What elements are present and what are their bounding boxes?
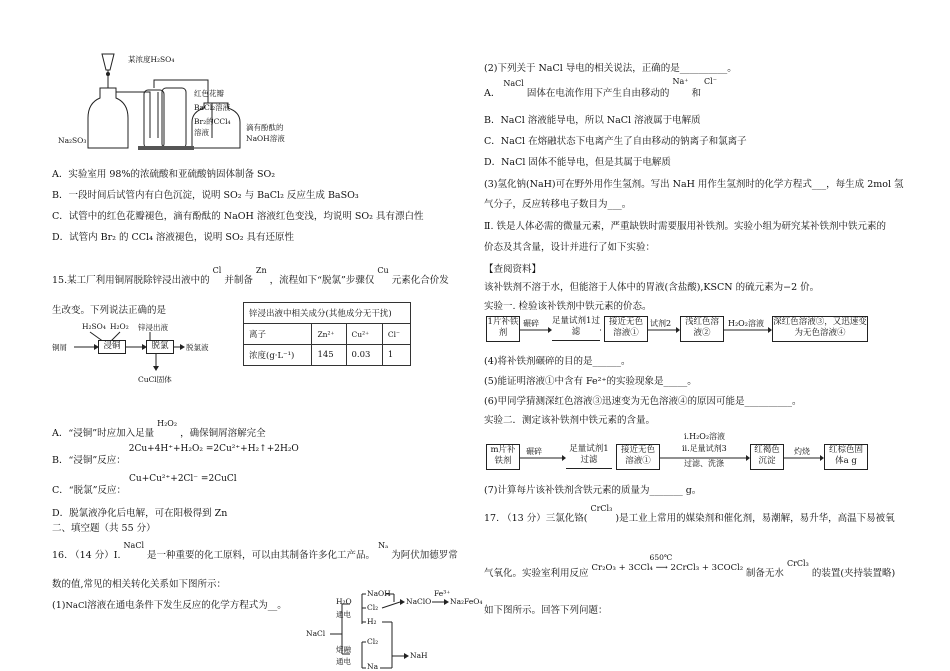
q4: (4)将补铁剂碾碎的目的是______。 (484, 356, 631, 367)
exp1-arrows (486, 316, 866, 342)
q15-cu: Cu (377, 266, 389, 275)
exp2-box3: 接近无色溶液① (616, 444, 660, 470)
diagram-naoh: NaOH (367, 589, 391, 598)
q15-option-b: B．“浸铜”反应： $^{2Cu+4H^++H_2O_2 =2Cu^{2+}+H_2↑+2H_2O}$ (52, 444, 299, 467)
table-row-label: 浓度(g·L⁻¹) (244, 345, 312, 366)
q15-zn: Zn (255, 266, 267, 275)
q2-option-a: A． $^{NaCl}$ 固体在电流作用下产生自由移动的 $^{Na^+}$ 和 $^{Cl^-}$ (484, 77, 717, 100)
flow-zn-liquid: 锌浸出液 (138, 323, 168, 332)
q16-line2: 数的值,常见的相关转化关系如下图所示： (52, 579, 227, 590)
exp2-arrow1-label: 碾碎 (526, 447, 542, 456)
flow-h2so4: H₂SO₄ (82, 322, 106, 331)
q3-line1: (3)氢化钠(NaH)可在野外用作生氢剂。写出 NaH 用作生氢剂时的化学方程式___，每生成 2mol 氢 (484, 179, 904, 190)
flow-h2o2: H₂O₂ (110, 322, 129, 331)
exp2-box2: 足量试剂1过滤 (566, 444, 612, 469)
diagram-h2o: H₂O (336, 597, 352, 606)
label-na2so3: Na₂SO₃ (58, 136, 87, 145)
exp1-box4: 浅红色溶液② (680, 316, 724, 342)
table-header-ion: 离子 (244, 324, 312, 345)
q6: (6)甲同学猜测深红色溶液③迅速变为无色溶液④的原因可能是__________。 (484, 396, 802, 407)
q7: (7)计算每片该补铁剂含铁元素的质量为_______ g。 (484, 485, 702, 496)
exp2-box1: m片补铁剂 (486, 444, 520, 470)
exp1-arrow2-label: 试剂2 (650, 319, 672, 328)
experiment1-title: 实验一. 检验该补铁剂中铁元素的价态。 (484, 301, 652, 312)
q5: (5)能证明溶液①中含有 Fe²⁺的实验现象是_____。 (484, 376, 697, 387)
exp1-box2: 足量试剂1过滤 (552, 316, 600, 341)
table-cell-zn: 145 (312, 345, 346, 366)
q14-option-d: D．试管内 Br₂ 的 CCl₄ 溶液褪色，说明 SO₂ 具有还原性 (52, 232, 295, 243)
exp1-box1: 1片补铁剂 (486, 316, 520, 342)
diagram-na2feo4: Na₂FeO₄ (450, 597, 483, 606)
flow-cucl: CuCl固体 (138, 375, 172, 384)
experiment2-title: 实验二．测定该补铁剂中铁元素的含量。 (484, 415, 656, 426)
exp2-arrow2-bot: 过滤、洗涤 (684, 459, 724, 468)
exp2-arrow3-label: 灼烧 (794, 447, 810, 456)
q14-option-c: C．试管中的红色花瓣褪色，滴有酚酞的 NaOH 溶液红色变浅，均说明 SO₂ 具有漂白性 (52, 211, 424, 222)
exp2-arrows (486, 444, 866, 470)
q2-title: (2)下列关于 NaCl 导电的相关说法，正确的是__________。 (484, 63, 737, 74)
iron-intro-line1: Ⅱ. 铁是人体必需的微量元素，严重缺铁时需要服用补铁剂。实验小组为研究某补铁剂中铁元素的 (484, 221, 886, 232)
diagram-cl2: Cl₂ (367, 603, 379, 612)
flow-after: 脱氯液 (186, 343, 209, 352)
flow-dechlor-box: 脱氯 (146, 340, 174, 354)
q15-line1: 15.某工厂利用铜屑脱除锌浸出液中的 $^{Cl}$ 并制备 $^{Zn}$ ，流程如下“脱氯”步骤仅 $^{Cu}$ 元素化合价发 (52, 266, 449, 287)
exp1-arrow3-label: H₂O₂溶液 (728, 319, 764, 328)
diagram-cl2b: Cl₂ (367, 637, 379, 646)
diagram-nah: NaH (410, 651, 428, 660)
q17-equation: 650℃ Cr₂O₃ + 3CCl₄ ⟶ 2CrCl₃ + 3COCl₂ (591, 553, 744, 574)
table-header-cl: Cl⁻ (382, 324, 410, 345)
q15-option-a: A．“浸铜”时应加入足量 $^{H_2O_2}$ ，确保铜屑溶解完全 (52, 419, 266, 440)
table-cell-cl: 1 (382, 345, 410, 366)
exp2-box4: 红褐色沉淀 (750, 444, 784, 470)
exp2-arrow2-mid: ii.足量试剂3 (682, 444, 727, 453)
q2-option-c: C．NaCl 在熔融状态下电离产生了自由移动的钠离子和氯离子 (484, 136, 747, 147)
diagram-nacl: NaCl (306, 629, 326, 638)
diagram-h2: H₂ (367, 617, 377, 626)
reference-text: 该补铁剂不溶于水，但能溶于人体中的胃液(含盐酸),KSCN 的硫元素为−2 价。 (484, 282, 820, 293)
diagram-ronrong: 熔融 (336, 645, 351, 654)
q16-sub1: (1)NaCl溶液在通电条件下发生反应的化学方程式为__。 (52, 600, 287, 611)
q17-line2: 气氧化。实验室利用反应 650℃ Cr₂O₃ + 3CCl₄ ⟶ 2CrCl₃ + 3COCl₂ 制备无水 $^{CrCl_3}$ 的装置(夹持装置略) (484, 553, 896, 580)
diagram-fe3: Fe³⁺ (434, 589, 451, 598)
q17-line1: 17. （13 分）三氯化铬( $^{CrCl_3}$ )是工业上常用的媒染剂和催化剂，易潮解，易升华，高温下易被氧 (484, 504, 895, 525)
section-fill-in: 二、填空题（共 55 分） (52, 523, 156, 534)
q14-option-a: A．实验室用 98%的浓硫酸和亚硫酸钠固体制备 SO₂ (52, 169, 276, 180)
q14-option-b: B．一段时间后试管内有白色沉淀，说明 SO₂ 与 BaCl₂ 反应生成 BaSO₃ (52, 190, 359, 201)
exp1-arrow1-label: 碾碎 (523, 319, 539, 328)
table-header-cu: Cu²⁺ (346, 324, 382, 345)
diagram-na: Na (367, 662, 379, 671)
exp2-arrow2-top: i.H₂O₂溶液 (684, 432, 726, 441)
q15-flow-arrows (52, 330, 222, 380)
exp1-box5: 深红色溶液③，又迅速变为无色溶液④ (772, 316, 868, 342)
flow-copper-scrap: 铜屑 (52, 343, 67, 352)
q2-option-d: D．NaCl 固体不能导电，但是其属于电解质 (484, 157, 671, 168)
q15-option-c: C．“脱氯”反应： $^{Cu+Cu^{2+}+2Cl^- =2CuCl}$ (52, 474, 237, 497)
table-cell-cu: 0.03 (346, 345, 382, 366)
label-flower: 红色花瓣 (194, 89, 224, 98)
label-naoh2: NaOH溶液 (246, 134, 285, 143)
label-br2: Br₂的CCl₄ (194, 117, 231, 126)
label-br2b: 溶液 (194, 128, 209, 137)
diagram-tongdian2: 通电 (336, 657, 351, 666)
flow-leach-box: 浸铜 (98, 340, 126, 354)
table-title: 锌浸出液中相关成分(其他成分无干扰) (244, 303, 411, 324)
table-header-zn: Zn²⁺ (312, 324, 346, 345)
q17-line3: 如下图所示。回答下列问题： (484, 605, 608, 616)
zn-leach-table (243, 302, 411, 366)
q15-cl: Cl (212, 266, 222, 275)
q2-option-b: B．NaCl 溶液能导电，所以 NaCl 溶液属于电解质 (484, 115, 701, 126)
q17-condition: 650℃ (649, 553, 673, 563)
label-h2so4: 某浓度H₂SO₄ (128, 55, 175, 64)
label-naoh1: 滴有酚酞的 (246, 123, 284, 132)
diagram-naclo: NaClO (406, 597, 432, 606)
iron-intro-line2: 价态及其含量，设计并进行了如下实验： (484, 242, 656, 253)
diagram-tongdian: 通电 (336, 610, 351, 619)
label-bacl2: BaCl₂溶液 (194, 103, 231, 112)
q15-line2: 生改变。下列说法正确的是 (52, 305, 167, 316)
reference-title: 【查阅资料】 (484, 264, 542, 275)
q16-line1: 16. （14 分）I. $^{NaCl}$ 是一种重要的化工原料，可以由其制备许多化工产品。 $^{N_a}$ 为阿伏加德罗常 (52, 541, 458, 562)
q15-option-d: D．脱氯液净化后电解，可在阳极得到 Zn (52, 508, 228, 519)
q3-line2: 气分子，反应转移电子数目为___。 (484, 199, 632, 210)
exp2-box5: 红棕色固体a g (824, 444, 868, 470)
exp1-box3: 接近无色溶液① (604, 316, 648, 342)
